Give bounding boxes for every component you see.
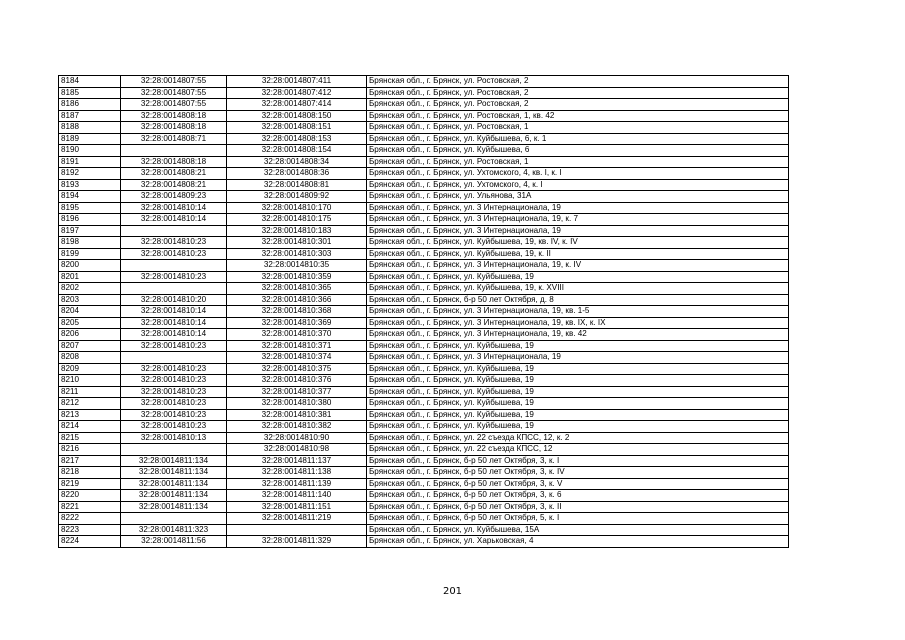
object-number-cell: 32:28:0014807:412: [227, 87, 367, 99]
address-cell: Брянская обл., г. Брянск, ул. Ростовская, 1, кв. 42: [367, 110, 789, 122]
object-number-cell: 32:28:0014811:219: [227, 513, 367, 525]
row-number-cell: 8220: [59, 490, 121, 502]
table-row: [59, 467, 789, 479]
address-cell: Брянская обл., г. Брянск, ул. Ульянова, 31А: [367, 191, 789, 203]
parcel-number-cell: 32:28:0014810:14: [121, 202, 227, 214]
address-cell: Брянская обл., г. Брянск, ул. Ухтомского, 4, кв. I, к. I: [367, 168, 789, 180]
table-row: [59, 478, 789, 490]
row-number-cell: 8190: [59, 145, 121, 157]
parcel-number-cell: 32:28:0014808:21: [121, 179, 227, 191]
address-cell: Брянская обл., г. Брянск, ул. 3 Интернационала, 19, к. 7: [367, 214, 789, 226]
row-number-cell: 8222: [59, 513, 121, 525]
row-number-cell: 8194: [59, 191, 121, 203]
page-number: 201: [442, 586, 463, 597]
parcel-number-cell: 32:28:0014810:23: [121, 248, 227, 260]
table-row: [59, 248, 789, 260]
parcel-number-cell: 32:28:0014811:134: [121, 501, 227, 513]
table-row: [59, 340, 789, 352]
parcel-number-cell: 32:28:0014811:134: [121, 490, 227, 502]
address-cell: Брянская обл., г. Брянск, б-р 50 лет Октября, 3, к. IV: [367, 467, 789, 479]
object-number-cell: 32:28:0014810:374: [227, 352, 367, 364]
row-number-cell: 8207: [59, 340, 121, 352]
object-number-cell: 32:28:0014808:36: [227, 168, 367, 180]
row-number-cell: 8200: [59, 260, 121, 272]
row-number-cell: 8186: [59, 99, 121, 111]
address-cell: Брянская обл., г. Брянск, ул. 22 съезда КПСС, 12: [367, 444, 789, 456]
table-row: [59, 214, 789, 226]
object-number-cell: 32:28:0014810:376: [227, 375, 367, 387]
table-row: [59, 225, 789, 237]
row-number-cell: 8214: [59, 421, 121, 433]
parcel-number-cell: 32:28:0014810:23: [121, 237, 227, 249]
parcel-number-cell: 32:28:0014810:23: [121, 398, 227, 410]
row-number-cell: 8185: [59, 87, 121, 99]
address-cell: Брянская обл., г. Брянск, ул. Куйбышева, 19: [367, 398, 789, 410]
object-number-cell: 32:28:0014808:151: [227, 122, 367, 134]
address-cell: Брянская обл., г. Брянск, б-р 50 лет Октября, 3, к. V: [367, 478, 789, 490]
object-number-cell: 32:28:0014810:370: [227, 329, 367, 341]
address-cell: Брянская обл., г. Брянск, ул. 3 Интернационала, 19, кв. 1-5: [367, 306, 789, 318]
table-row: [59, 202, 789, 214]
table-row: [59, 122, 789, 134]
address-cell: Брянская обл., г. Брянск, б-р 50 лет Октября, д. 8: [367, 294, 789, 306]
table-row: [59, 260, 789, 272]
table-row: [59, 87, 789, 99]
parcel-number-cell: 32:28:0014810:14: [121, 306, 227, 318]
object-number-cell: 32:28:0014810:375: [227, 363, 367, 375]
parcel-number-cell: 32:28:0014810:13: [121, 432, 227, 444]
object-number-cell: 32:28:0014808:150: [227, 110, 367, 122]
table-row: [59, 375, 789, 387]
row-number-cell: 8212: [59, 398, 121, 410]
row-number-cell: 8198: [59, 237, 121, 249]
parcel-number-cell: [121, 283, 227, 295]
object-number-cell: 32:28:0014810:377: [227, 386, 367, 398]
parcel-number-cell: 32:28:0014807:55: [121, 76, 227, 88]
table-row: [59, 168, 789, 180]
row-number-cell: 8193: [59, 179, 121, 191]
address-cell: Брянская обл., г. Брянск, ул. Ростовская, 2: [367, 76, 789, 88]
table-row: [59, 398, 789, 410]
row-number-cell: 8188: [59, 122, 121, 134]
address-cell: Брянская обл., г. Брянск, ул. Куйбышева, 19, к. II: [367, 248, 789, 260]
table-body: [59, 76, 789, 548]
address-cell: Брянская обл., г. Брянск, ул. Куйбышева, 19, кв. IV, к. IV: [367, 237, 789, 249]
object-number-cell: 32:28:0014810:371: [227, 340, 367, 352]
address-cell: Брянская обл., г. Брянск, ул. Ростовская, 2: [367, 87, 789, 99]
table-row: [59, 306, 789, 318]
object-number-cell: 32:28:0014808:34: [227, 156, 367, 168]
address-cell: Брянская обл., г. Брянск, ул. 3 Интернационала, 19, к. IV: [367, 260, 789, 272]
row-number-cell: 8199: [59, 248, 121, 260]
parcel-number-cell: [121, 260, 227, 272]
table-row: [59, 156, 789, 168]
object-number-cell: 32:28:0014810:183: [227, 225, 367, 237]
row-number-cell: 8208: [59, 352, 121, 364]
table-row: [59, 294, 789, 306]
row-number-cell: 8217: [59, 455, 121, 467]
parcel-number-cell: 32:28:0014808:71: [121, 133, 227, 145]
row-number-cell: 8209: [59, 363, 121, 375]
parcel-number-cell: 32:28:0014811:134: [121, 478, 227, 490]
object-number-cell: 32:28:0014810:301: [227, 237, 367, 249]
address-cell: Брянская обл., г. Брянск, ул. Ростовская, 2: [367, 99, 789, 111]
parcel-number-cell: 32:28:0014810:23: [121, 363, 227, 375]
object-number-cell: 32:28:0014811:140: [227, 490, 367, 502]
address-cell: Брянская обл., г. Брянск, ул. Ухтомского, 4, к. I: [367, 179, 789, 191]
table-row: [59, 145, 789, 157]
row-number-cell: 8216: [59, 444, 121, 456]
table-row: [59, 317, 789, 329]
address-cell: Брянская обл., г. Брянск, ул. Куйбышева, 19: [367, 375, 789, 387]
object-number-cell: 32:28:0014811:151: [227, 501, 367, 513]
table-row: [59, 133, 789, 145]
parcel-number-cell: [121, 352, 227, 364]
address-cell: Брянская обл., г. Брянск, ул. Куйбышева, 19: [367, 271, 789, 283]
row-number-cell: 8215: [59, 432, 121, 444]
table-row: [59, 99, 789, 111]
address-cell: Брянская обл., г. Брянск, ул. Куйбышева, 15А: [367, 524, 789, 536]
address-cell: Брянская обл., г. Брянск, б-р 50 лет Октября, 5, к. I: [367, 513, 789, 525]
parcel-number-cell: 32:28:0014808:18: [121, 156, 227, 168]
row-number-cell: 8192: [59, 168, 121, 180]
address-cell: Брянская обл., г. Брянск, б-р 50 лет Октября, 3, к. I: [367, 455, 789, 467]
parcel-number-cell: 32:28:0014811:134: [121, 467, 227, 479]
address-cell: Брянская обл., г. Брянск, ул. 3 Интернационала, 19: [367, 352, 789, 364]
object-number-cell: 32:28:0014808:153: [227, 133, 367, 145]
row-number-cell: 8187: [59, 110, 121, 122]
table-row: [59, 363, 789, 375]
object-number-cell: 32:28:0014807:411: [227, 76, 367, 88]
row-number-cell: 8184: [59, 76, 121, 88]
cadastral-table: [58, 75, 789, 548]
parcel-number-cell: 32:28:0014808:18: [121, 110, 227, 122]
object-number-cell: 32:28:0014810:368: [227, 306, 367, 318]
parcel-number-cell: [121, 513, 227, 525]
table-row: [59, 76, 789, 88]
row-number-cell: 8210: [59, 375, 121, 387]
row-number-cell: 8197: [59, 225, 121, 237]
parcel-number-cell: [121, 225, 227, 237]
row-number-cell: 8218: [59, 467, 121, 479]
address-cell: Брянская обл., г. Брянск, ул. Куйбышева, 6, к. 1: [367, 133, 789, 145]
table-row: [59, 421, 789, 433]
address-cell: Брянская обл., г. Брянск, ул. Харьковская, 4: [367, 536, 789, 548]
table-row: [59, 237, 789, 249]
address-cell: Брянская обл., г. Брянск, ул. 3 Интернационала, 19: [367, 225, 789, 237]
object-number-cell: 32:28:0014810:359: [227, 271, 367, 283]
parcel-number-cell: 32:28:0014810:23: [121, 375, 227, 387]
table-row: [59, 536, 789, 548]
table-row: [59, 513, 789, 525]
parcel-number-cell: 32:28:0014811:56: [121, 536, 227, 548]
row-number-cell: 8213: [59, 409, 121, 421]
address-cell: Брянская обл., г. Брянск, ул. Куйбышева, 19: [367, 421, 789, 433]
parcel-number-cell: 32:28:0014810:14: [121, 317, 227, 329]
table-row: [59, 455, 789, 467]
object-number-cell: 32:28:0014811:139: [227, 478, 367, 490]
table-row: [59, 444, 789, 456]
object-number-cell: 32:28:0014810:90: [227, 432, 367, 444]
row-number-cell: 8195: [59, 202, 121, 214]
object-number-cell: 32:28:0014810:365: [227, 283, 367, 295]
row-number-cell: 8191: [59, 156, 121, 168]
address-cell: Брянская обл., г. Брянск, ул. Куйбышева, 19: [367, 386, 789, 398]
object-number-cell: 32:28:0014810:366: [227, 294, 367, 306]
address-cell: Брянская обл., г. Брянск, б-р 50 лет Октября, 3, к. 6: [367, 490, 789, 502]
table-row: [59, 283, 789, 295]
object-number-cell: 32:28:0014811:137: [227, 455, 367, 467]
parcel-number-cell: 32:28:0014810:14: [121, 214, 227, 226]
address-cell: Брянская обл., г. Брянск, ул. Куйбышева, 19: [367, 409, 789, 421]
address-cell: Брянская обл., г. Брянск, ул. Куйбышева, 19: [367, 363, 789, 375]
table-row: [59, 432, 789, 444]
parcel-number-cell: 32:28:0014808:21: [121, 168, 227, 180]
address-cell: Брянская обл., г. Брянск, ул. Ростовская, 1: [367, 156, 789, 168]
table-row: [59, 329, 789, 341]
parcel-number-cell: 32:28:0014810:23: [121, 340, 227, 352]
table-row: [59, 271, 789, 283]
table-row: [59, 501, 789, 513]
object-number-cell: 32:28:0014810:35: [227, 260, 367, 272]
row-number-cell: 8223: [59, 524, 121, 536]
parcel-number-cell: [121, 444, 227, 456]
parcel-number-cell: 32:28:0014807:55: [121, 99, 227, 111]
object-number-cell: 32:28:0014810:303: [227, 248, 367, 260]
parcel-number-cell: 32:28:0014810:20: [121, 294, 227, 306]
parcel-number-cell: [121, 145, 227, 157]
table-row: [59, 524, 789, 536]
object-number-cell: 32:28:0014810:369: [227, 317, 367, 329]
row-number-cell: 8219: [59, 478, 121, 490]
address-cell: Брянская обл., г. Брянск, ул. 22 съезда КПСС, 12, к. 2: [367, 432, 789, 444]
address-cell: Брянская обл., г. Брянск, ул. Куйбышева, 19, к. XVIII: [367, 283, 789, 295]
object-number-cell: 32:28:0014810:98: [227, 444, 367, 456]
object-number-cell: 32:28:0014810:175: [227, 214, 367, 226]
row-number-cell: 8202: [59, 283, 121, 295]
table-row: [59, 110, 789, 122]
parcel-number-cell: 32:28:0014810:23: [121, 386, 227, 398]
address-cell: Брянская обл., г. Брянск, ул. Куйбышева, 6: [367, 145, 789, 157]
parcel-number-cell: 32:28:0014807:55: [121, 87, 227, 99]
object-number-cell: 32:28:0014810:381: [227, 409, 367, 421]
parcel-number-cell: 32:28:0014810:14: [121, 329, 227, 341]
parcel-number-cell: 32:28:0014811:134: [121, 455, 227, 467]
object-number-cell: 32:28:0014811:329: [227, 536, 367, 548]
row-number-cell: 8204: [59, 306, 121, 318]
row-number-cell: 8221: [59, 501, 121, 513]
address-cell: Брянская обл., г. Брянск, ул. Куйбышева, 19: [367, 340, 789, 352]
table-row: [59, 386, 789, 398]
address-cell: Брянская обл., г. Брянск, ул. Ростовская, 1: [367, 122, 789, 134]
parcel-number-cell: 32:28:0014808:18: [121, 122, 227, 134]
row-number-cell: 8189: [59, 133, 121, 145]
object-number-cell: 32:28:0014808:154: [227, 145, 367, 157]
row-number-cell: 8224: [59, 536, 121, 548]
row-number-cell: 8203: [59, 294, 121, 306]
row-number-cell: 8211: [59, 386, 121, 398]
parcel-number-cell: 32:28:0014811:323: [121, 524, 227, 536]
object-number-cell: 32:28:0014809:92: [227, 191, 367, 203]
row-number-cell: 8201: [59, 271, 121, 283]
parcel-number-cell: 32:28:0014810:23: [121, 271, 227, 283]
parcel-number-cell: 32:28:0014810:23: [121, 421, 227, 433]
object-number-cell: 32:28:0014807:414: [227, 99, 367, 111]
object-number-cell: [227, 524, 367, 536]
row-number-cell: 8206: [59, 329, 121, 341]
parcel-number-cell: 32:28:0014810:23: [121, 409, 227, 421]
object-number-cell: 32:28:0014808:81: [227, 179, 367, 191]
object-number-cell: 32:28:0014811:138: [227, 467, 367, 479]
address-cell: Брянская обл., г. Брянск, б-р 50 лет Октября, 3, к. II: [367, 501, 789, 513]
address-cell: Брянская обл., г. Брянск, ул. 3 Интернационала, 19, кв. 42: [367, 329, 789, 341]
table-row: [59, 191, 789, 203]
object-number-cell: 32:28:0014810:170: [227, 202, 367, 214]
table-row: [59, 179, 789, 191]
table-row: [59, 409, 789, 421]
table-row: [59, 490, 789, 502]
address-cell: Брянская обл., г. Брянск, ул. 3 Интернационала, 19, кв. IX, к. IX: [367, 317, 789, 329]
object-number-cell: 32:28:0014810:380: [227, 398, 367, 410]
object-number-cell: 32:28:0014810:382: [227, 421, 367, 433]
parcel-number-cell: 32:28:0014809:23: [121, 191, 227, 203]
address-cell: Брянская обл., г. Брянск, ул. 3 Интернационала, 19: [367, 202, 789, 214]
row-number-cell: 8196: [59, 214, 121, 226]
row-number-cell: 8205: [59, 317, 121, 329]
table-row: [59, 352, 789, 364]
